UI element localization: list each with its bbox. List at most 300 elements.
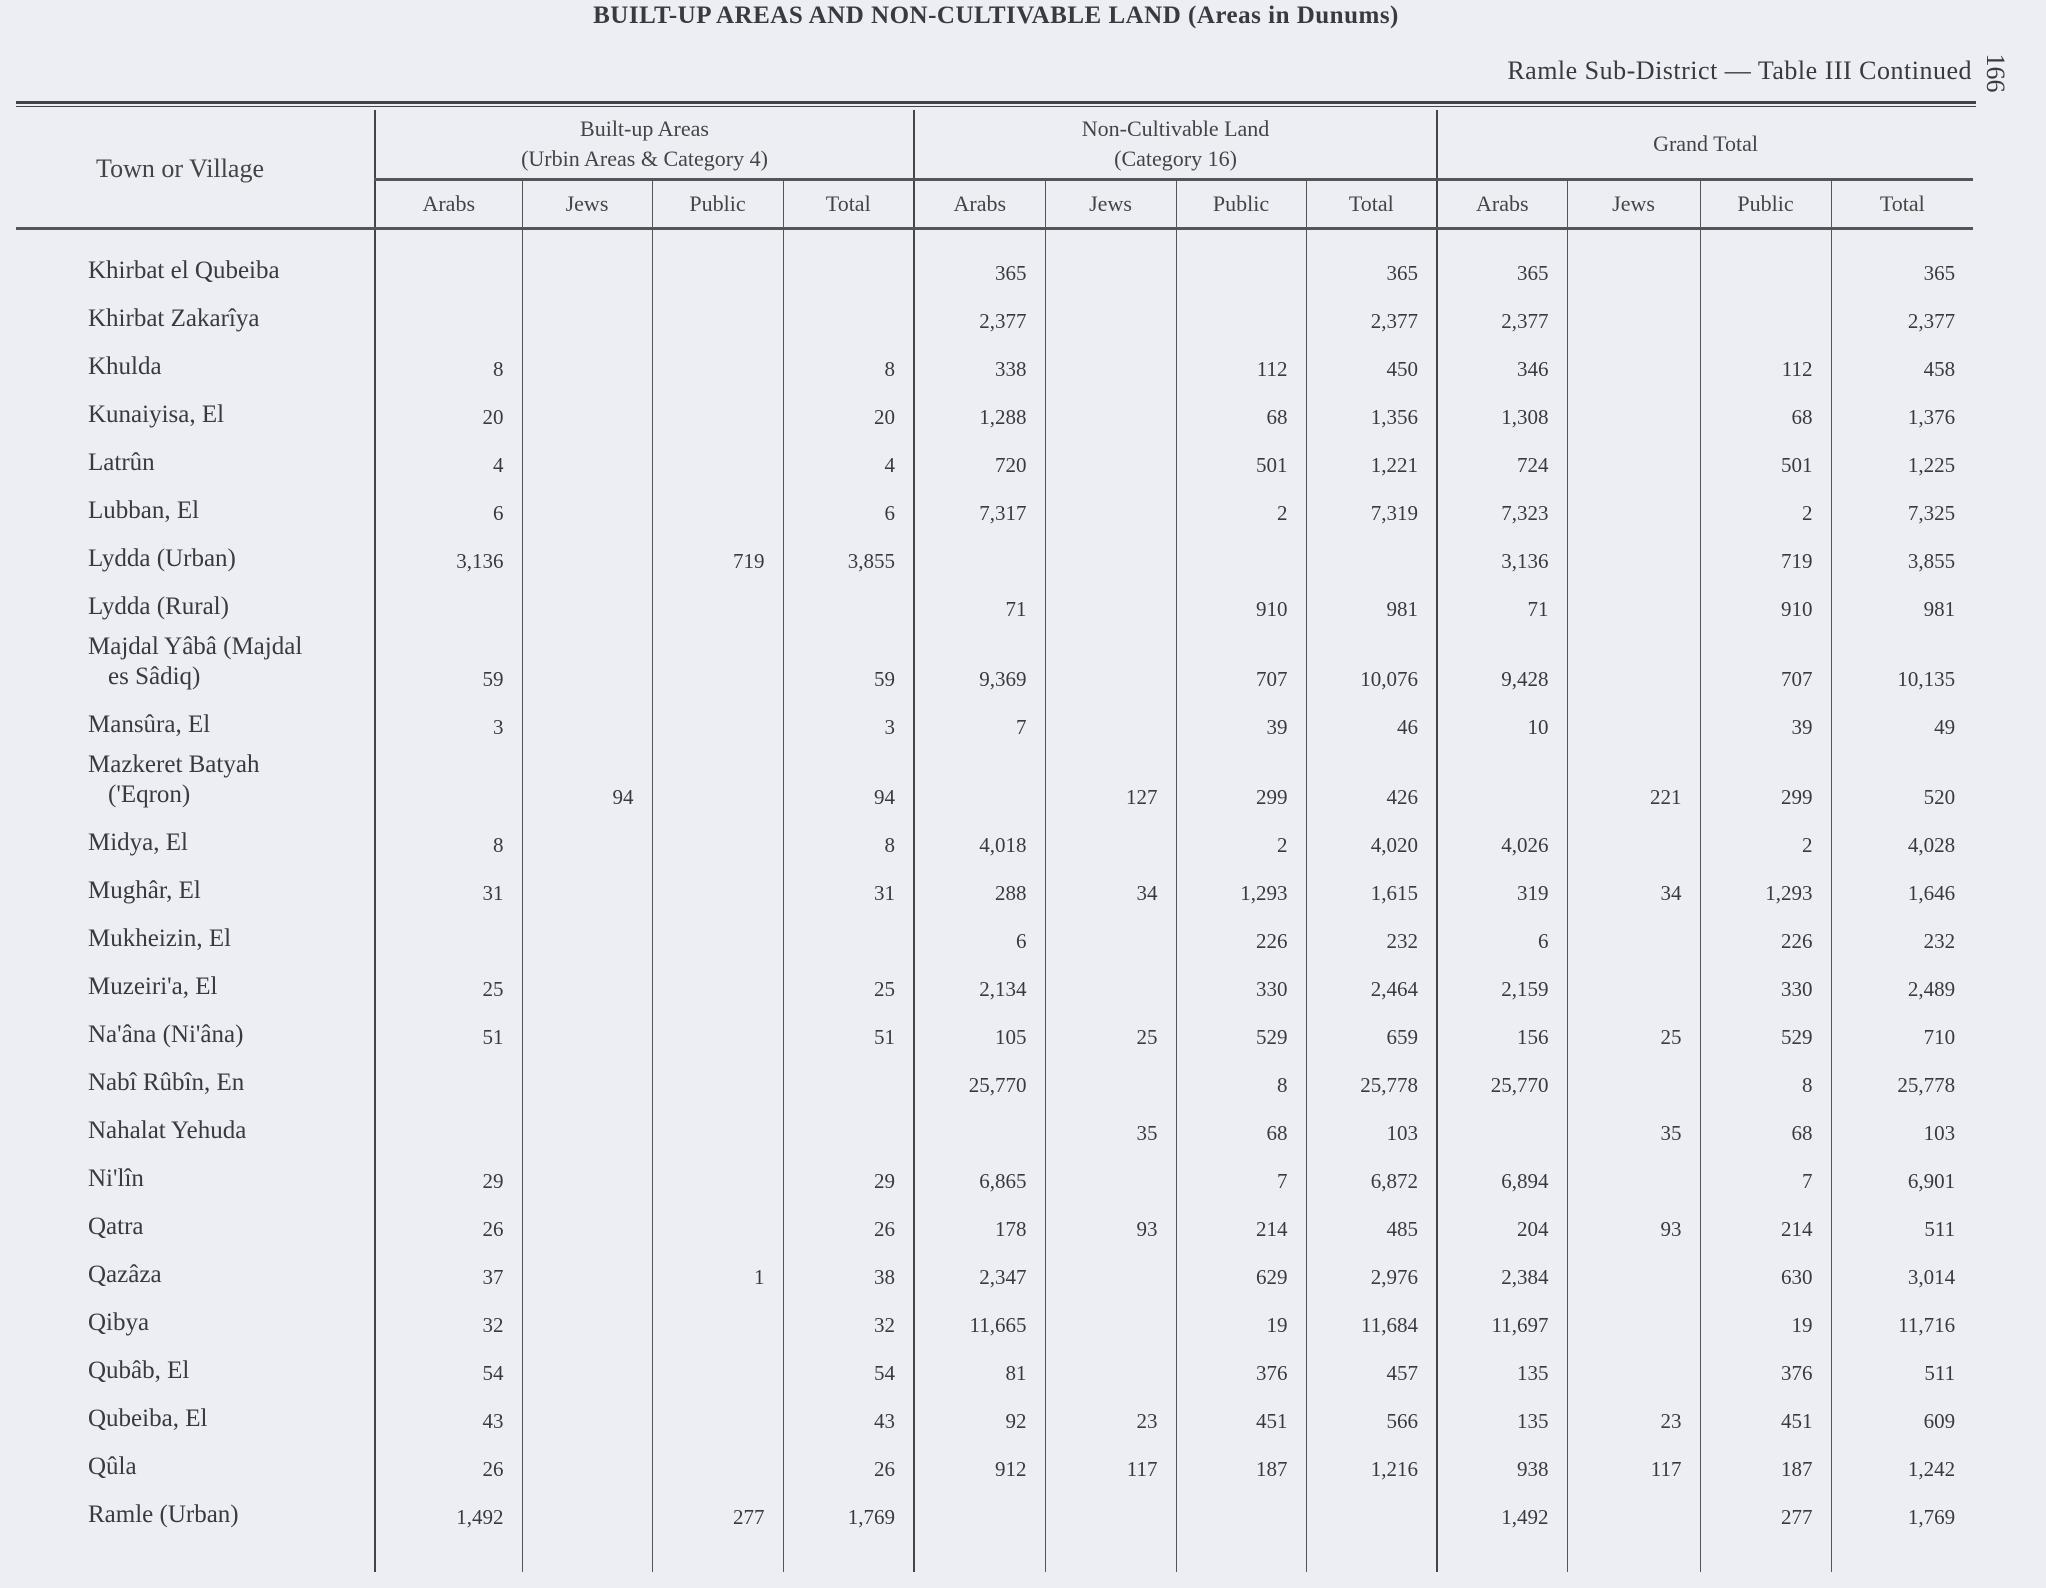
cell-grand-total-total: 232 bbox=[1831, 912, 1973, 960]
cell-built-up-public bbox=[652, 1440, 783, 1488]
cell-grand-total-jews bbox=[1567, 912, 1700, 960]
cell-grand-total-public: 7 bbox=[1700, 1152, 1831, 1200]
cell-non-cultivable-arabs: 7,317 bbox=[914, 484, 1045, 532]
cell-grand-total-arabs: 25,770 bbox=[1437, 1056, 1567, 1104]
cell-built-up-arabs: 26 bbox=[375, 1440, 522, 1488]
cell-non-cultivable-public: 376 bbox=[1176, 1344, 1306, 1392]
town-name-line: Ramle (Urban) bbox=[88, 1501, 239, 1528]
cell-grand-total-jews bbox=[1567, 388, 1700, 436]
cell-non-cultivable-jews bbox=[1045, 1152, 1176, 1200]
cell-built-up-jews bbox=[522, 229, 652, 293]
cell-built-up-total bbox=[783, 1056, 914, 1104]
town-name bbox=[16, 816, 375, 864]
cell-built-up-public: 719 bbox=[652, 532, 783, 580]
town-name-line: Kunaiyisa, El bbox=[88, 401, 225, 428]
cell-built-up-public bbox=[652, 628, 783, 698]
cell-non-cultivable-arabs: 6,865 bbox=[914, 1152, 1045, 1200]
cell-non-cultivable-public: 226 bbox=[1176, 912, 1306, 960]
cell-built-up-jews bbox=[522, 1104, 652, 1152]
spacer-cell bbox=[1700, 1536, 1831, 1572]
group-header-line2: (Urbin Areas & Category 4) bbox=[521, 146, 768, 171]
town-name bbox=[16, 1344, 375, 1392]
cell-non-cultivable-public: 330 bbox=[1176, 960, 1306, 1008]
town-name bbox=[16, 912, 375, 960]
data-table bbox=[16, 110, 1973, 1572]
town-name bbox=[16, 229, 375, 293]
cell-grand-total-public: 501 bbox=[1700, 436, 1831, 484]
cell-non-cultivable-total: 103 bbox=[1306, 1104, 1437, 1152]
cell-non-cultivable-total: 426 bbox=[1306, 746, 1437, 816]
cell-built-up-total: 20 bbox=[783, 388, 914, 436]
cell-grand-total-jews bbox=[1567, 580, 1700, 628]
cell-grand-total-total: 4,028 bbox=[1831, 816, 1973, 864]
town-name-line: Lydda (Rural) bbox=[88, 593, 229, 620]
table-row bbox=[16, 816, 1973, 864]
table-row bbox=[16, 436, 1973, 484]
cell-non-cultivable-arabs: 105 bbox=[914, 1008, 1045, 1056]
cell-grand-total-arabs: 71 bbox=[1437, 580, 1567, 628]
column-header-grand-total-public: Public bbox=[1700, 180, 1831, 229]
cell-grand-total-arabs: 2,384 bbox=[1437, 1248, 1567, 1296]
cell-grand-total-jews bbox=[1567, 229, 1700, 293]
cell-grand-total-arabs: 1,308 bbox=[1437, 388, 1567, 436]
cell-built-up-arabs bbox=[375, 1056, 522, 1104]
cell-grand-total-jews bbox=[1567, 1056, 1700, 1104]
cell-grand-total-public: 8 bbox=[1700, 1056, 1831, 1104]
cell-grand-total-total: 458 bbox=[1831, 340, 1973, 388]
town-name-line: Mukheizin, El bbox=[88, 925, 232, 952]
cell-non-cultivable-arabs: 178 bbox=[914, 1200, 1045, 1248]
cell-grand-total-jews bbox=[1567, 960, 1700, 1008]
cell-built-up-arabs: 20 bbox=[375, 388, 522, 436]
cell-built-up-arabs: 1,492 bbox=[375, 1488, 522, 1536]
group-header-line1: Non-Cultivable Land bbox=[1081, 116, 1270, 141]
cell-non-cultivable-total: 46 bbox=[1306, 698, 1437, 746]
town-name bbox=[16, 1056, 375, 1104]
town-name bbox=[16, 340, 375, 388]
cell-grand-total-public: 214 bbox=[1700, 1200, 1831, 1248]
table-row bbox=[16, 912, 1973, 960]
cell-built-up-public bbox=[652, 864, 783, 912]
spacer-cell bbox=[522, 1536, 652, 1572]
cell-built-up-arabs: 4 bbox=[375, 436, 522, 484]
cell-built-up-total bbox=[783, 912, 914, 960]
cell-built-up-jews bbox=[522, 628, 652, 698]
cell-non-cultivable-public bbox=[1176, 532, 1306, 580]
group-header-line1: Built-up Areas bbox=[580, 116, 709, 141]
cell-non-cultivable-jews bbox=[1045, 816, 1176, 864]
cell-non-cultivable-total: 1,356 bbox=[1306, 388, 1437, 436]
cell-built-up-arabs: 32 bbox=[375, 1296, 522, 1344]
cell-non-cultivable-arabs: 288 bbox=[914, 864, 1045, 912]
town-name bbox=[16, 1392, 375, 1440]
spacer-cell bbox=[1306, 1536, 1437, 1572]
town-name-line: es Sâdiq) bbox=[108, 663, 201, 690]
town-name-line: Khirbat el Qubeiba bbox=[88, 257, 280, 284]
town-name bbox=[16, 1296, 375, 1344]
cell-non-cultivable-total bbox=[1306, 1488, 1437, 1536]
town-name-line: Lubban, El bbox=[88, 497, 200, 524]
cell-grand-total-jews: 117 bbox=[1567, 1440, 1700, 1488]
town-name-line: Mazkeret Batyah bbox=[88, 751, 260, 778]
cell-grand-total-total: 25,778 bbox=[1831, 1056, 1973, 1104]
cell-grand-total-public: 330 bbox=[1700, 960, 1831, 1008]
cell-built-up-jews bbox=[522, 484, 652, 532]
cell-grand-total-total: 1,242 bbox=[1831, 1440, 1973, 1488]
cell-grand-total-arabs: 724 bbox=[1437, 436, 1567, 484]
town-name-line: Qazâza bbox=[88, 1261, 162, 1288]
cell-built-up-jews: 94 bbox=[522, 746, 652, 816]
cell-non-cultivable-total: 7,319 bbox=[1306, 484, 1437, 532]
cell-grand-total-total: 10,135 bbox=[1831, 628, 1973, 698]
cell-non-cultivable-total: 1,221 bbox=[1306, 436, 1437, 484]
cell-grand-total-total: 511 bbox=[1831, 1200, 1973, 1248]
table-row bbox=[16, 484, 1973, 532]
town-name-line: Nabî Rûbîn, En bbox=[88, 1069, 245, 1096]
town-name bbox=[16, 436, 375, 484]
cell-built-up-total: 43 bbox=[783, 1392, 914, 1440]
cell-non-cultivable-public: 39 bbox=[1176, 698, 1306, 746]
cell-built-up-total: 29 bbox=[783, 1152, 914, 1200]
cell-grand-total-public: 707 bbox=[1700, 628, 1831, 698]
cell-built-up-public bbox=[652, 698, 783, 746]
cell-built-up-total bbox=[783, 580, 914, 628]
town-name bbox=[16, 1248, 375, 1296]
cell-built-up-public bbox=[652, 580, 783, 628]
cell-built-up-arabs: 26 bbox=[375, 1200, 522, 1248]
cell-built-up-total: 1,769 bbox=[783, 1488, 914, 1536]
cell-non-cultivable-total: 25,778 bbox=[1306, 1056, 1437, 1104]
cell-non-cultivable-jews bbox=[1045, 960, 1176, 1008]
cell-grand-total-jews bbox=[1567, 532, 1700, 580]
cell-built-up-arabs bbox=[375, 580, 522, 628]
cell-grand-total-total: 365 bbox=[1831, 229, 1973, 293]
cell-built-up-jews bbox=[522, 388, 652, 436]
cell-grand-total-jews bbox=[1567, 1344, 1700, 1392]
table-row bbox=[16, 1056, 1973, 1104]
table-row bbox=[16, 864, 1973, 912]
cell-grand-total-arabs: 2,377 bbox=[1437, 292, 1567, 340]
table-row bbox=[16, 229, 1973, 293]
cell-non-cultivable-total: 6,872 bbox=[1306, 1152, 1437, 1200]
cell-built-up-jews bbox=[522, 698, 652, 746]
cell-non-cultivable-arabs: 912 bbox=[914, 1440, 1045, 1488]
cell-non-cultivable-arabs: 81 bbox=[914, 1344, 1045, 1392]
spacer-cell bbox=[1567, 1536, 1700, 1572]
cell-built-up-public bbox=[652, 484, 783, 532]
cell-non-cultivable-public: 2 bbox=[1176, 484, 1306, 532]
cell-non-cultivable-total: 485 bbox=[1306, 1200, 1437, 1248]
group-header-line1: Grand Total bbox=[1653, 131, 1759, 156]
cell-grand-total-arabs: 3,136 bbox=[1437, 532, 1567, 580]
table-row bbox=[16, 1296, 1973, 1344]
table-row bbox=[16, 1008, 1973, 1056]
table-row bbox=[16, 960, 1973, 1008]
cell-non-cultivable-arabs: 11,665 bbox=[914, 1296, 1045, 1344]
cell-grand-total-public: 451 bbox=[1700, 1392, 1831, 1440]
spacer-cell bbox=[1176, 1536, 1306, 1572]
cell-non-cultivable-public: 501 bbox=[1176, 436, 1306, 484]
town-name bbox=[16, 532, 375, 580]
cell-grand-total-arabs: 2,159 bbox=[1437, 960, 1567, 1008]
cell-grand-total-arabs: 6 bbox=[1437, 912, 1567, 960]
cell-non-cultivable-arabs: 71 bbox=[914, 580, 1045, 628]
cell-grand-total-jews bbox=[1567, 698, 1700, 746]
cell-grand-total-total: 2,377 bbox=[1831, 292, 1973, 340]
column-header-grand-total-total: Total bbox=[1831, 180, 1973, 229]
cell-non-cultivable-public: 68 bbox=[1176, 1104, 1306, 1152]
cell-grand-total-total: 710 bbox=[1831, 1008, 1973, 1056]
cell-grand-total-total: 6,901 bbox=[1831, 1152, 1973, 1200]
cell-built-up-public bbox=[652, 960, 783, 1008]
cell-non-cultivable-arabs: 7 bbox=[914, 698, 1045, 746]
cell-grand-total-public: 277 bbox=[1700, 1488, 1831, 1536]
cell-grand-total-public: 68 bbox=[1700, 1104, 1831, 1152]
group-header-row bbox=[16, 110, 1973, 180]
cell-built-up-arabs: 6 bbox=[375, 484, 522, 532]
cell-built-up-public bbox=[652, 1200, 783, 1248]
table-row bbox=[16, 340, 1973, 388]
cell-built-up-arabs: 59 bbox=[375, 628, 522, 698]
cell-non-cultivable-jews bbox=[1045, 436, 1176, 484]
cell-grand-total-jews bbox=[1567, 484, 1700, 532]
town-name-line: Mansûra, El bbox=[88, 711, 211, 738]
town-name-line: Na'âna (Ni'âna) bbox=[88, 1021, 244, 1048]
cell-built-up-jews bbox=[522, 1248, 652, 1296]
cell-non-cultivable-jews: 117 bbox=[1045, 1440, 1176, 1488]
cell-grand-total-arabs: 346 bbox=[1437, 340, 1567, 388]
cell-non-cultivable-public: 1,293 bbox=[1176, 864, 1306, 912]
cell-built-up-arabs bbox=[375, 292, 522, 340]
cell-non-cultivable-public: 68 bbox=[1176, 388, 1306, 436]
cell-grand-total-arabs: 135 bbox=[1437, 1392, 1567, 1440]
cell-non-cultivable-public: 910 bbox=[1176, 580, 1306, 628]
cell-grand-total-arabs: 135 bbox=[1437, 1344, 1567, 1392]
cell-grand-total-jews: 23 bbox=[1567, 1392, 1700, 1440]
cell-grand-total-total: 520 bbox=[1831, 746, 1973, 816]
cell-grand-total-total: 981 bbox=[1831, 580, 1973, 628]
cell-grand-total-public bbox=[1700, 292, 1831, 340]
cell-non-cultivable-jews bbox=[1045, 1296, 1176, 1344]
cell-built-up-total: 25 bbox=[783, 960, 914, 1008]
page-number: 166 bbox=[1981, 53, 2010, 93]
table-row bbox=[16, 1440, 1973, 1488]
cell-grand-total-total: 609 bbox=[1831, 1392, 1973, 1440]
cell-non-cultivable-public: 7 bbox=[1176, 1152, 1306, 1200]
cell-grand-total-jews: 34 bbox=[1567, 864, 1700, 912]
cell-grand-total-public: 2 bbox=[1700, 484, 1831, 532]
cell-built-up-public bbox=[652, 1152, 783, 1200]
cell-non-cultivable-public: 214 bbox=[1176, 1200, 1306, 1248]
town-name-line: Muzeiri'a, El bbox=[88, 973, 218, 1000]
table-row bbox=[16, 698, 1973, 746]
cell-grand-total-total: 3,014 bbox=[1831, 1248, 1973, 1296]
cell-non-cultivable-arabs: 1,288 bbox=[914, 388, 1045, 436]
cell-grand-total-jews: 35 bbox=[1567, 1104, 1700, 1152]
cell-built-up-arabs: 37 bbox=[375, 1248, 522, 1296]
cell-grand-total-total: 2,489 bbox=[1831, 960, 1973, 1008]
cell-grand-total-jews bbox=[1567, 1488, 1700, 1536]
spacer-cell bbox=[652, 1536, 783, 1572]
cell-non-cultivable-public: 19 bbox=[1176, 1296, 1306, 1344]
cell-non-cultivable-public: 112 bbox=[1176, 340, 1306, 388]
cell-built-up-arabs: 29 bbox=[375, 1152, 522, 1200]
cell-non-cultivable-total: 10,076 bbox=[1306, 628, 1437, 698]
town-name-line: Qatra bbox=[88, 1213, 144, 1240]
cell-grand-total-total: 1,376 bbox=[1831, 388, 1973, 436]
cell-built-up-arabs: 25 bbox=[375, 960, 522, 1008]
cell-built-up-public bbox=[652, 1104, 783, 1152]
cell-built-up-public: 277 bbox=[652, 1488, 783, 1536]
cell-grand-total-total: 1,769 bbox=[1831, 1488, 1973, 1536]
cell-non-cultivable-total: 2,976 bbox=[1306, 1248, 1437, 1296]
cell-built-up-public bbox=[652, 912, 783, 960]
column-header-grand-total-jews: Jews bbox=[1567, 180, 1700, 229]
cell-non-cultivable-jews: 93 bbox=[1045, 1200, 1176, 1248]
table-row bbox=[16, 292, 1973, 340]
cell-built-up-arabs: 8 bbox=[375, 816, 522, 864]
town-name-line: Qûla bbox=[88, 1453, 137, 1480]
cell-non-cultivable-public: 8 bbox=[1176, 1056, 1306, 1104]
cell-built-up-jews bbox=[522, 912, 652, 960]
cell-non-cultivable-public: 451 bbox=[1176, 1392, 1306, 1440]
cell-non-cultivable-jews bbox=[1045, 1248, 1176, 1296]
town-name-line: Khulda bbox=[88, 353, 162, 380]
cell-grand-total-public: 226 bbox=[1700, 912, 1831, 960]
cell-built-up-public bbox=[652, 1056, 783, 1104]
town-name bbox=[16, 1440, 375, 1488]
cell-grand-total-total: 7,325 bbox=[1831, 484, 1973, 532]
cell-non-cultivable-arabs: 2,377 bbox=[914, 292, 1045, 340]
cell-built-up-total: 26 bbox=[783, 1200, 914, 1248]
page-title: BUILT-UP AREAS AND NON-CULTIVABLE LAND (Areas in Dunums) bbox=[593, 2, 1399, 29]
cell-non-cultivable-public: 707 bbox=[1176, 628, 1306, 698]
cell-grand-total-arabs: 365 bbox=[1437, 229, 1567, 293]
cell-grand-total-arabs: 10 bbox=[1437, 698, 1567, 746]
cell-grand-total-jews bbox=[1567, 1248, 1700, 1296]
cell-grand-total-total: 511 bbox=[1831, 1344, 1973, 1392]
town-name-line: Qubeiba, El bbox=[88, 1405, 208, 1432]
town-name-line: Latrûn bbox=[88, 449, 155, 476]
cell-non-cultivable-arabs: 365 bbox=[914, 229, 1045, 293]
cell-built-up-jews bbox=[522, 532, 652, 580]
cell-non-cultivable-arabs: 2,134 bbox=[914, 960, 1045, 1008]
town-name bbox=[16, 1152, 375, 1200]
cell-non-cultivable-total: 659 bbox=[1306, 1008, 1437, 1056]
cell-grand-total-arabs bbox=[1437, 1104, 1567, 1152]
cell-non-cultivable-arabs bbox=[914, 1488, 1045, 1536]
town-name-line: Khirbat Zakarîya bbox=[88, 305, 260, 332]
cell-built-up-arabs: 51 bbox=[375, 1008, 522, 1056]
cell-grand-total-public: 19 bbox=[1700, 1296, 1831, 1344]
cell-grand-total-arabs: 1,492 bbox=[1437, 1488, 1567, 1536]
column-header-non-cultivable-public: Public bbox=[1176, 180, 1306, 229]
column-header-non-cultivable-arabs: Arabs bbox=[914, 180, 1045, 229]
cell-built-up-arabs bbox=[375, 912, 522, 960]
spacer-cell bbox=[16, 1536, 375, 1572]
table-subtitle: Ramle Sub-District — Table III Continued bbox=[1507, 56, 1972, 85]
cell-built-up-public bbox=[652, 1392, 783, 1440]
cell-non-cultivable-jews bbox=[1045, 912, 1176, 960]
cell-built-up-total: 3,855 bbox=[783, 532, 914, 580]
cell-grand-total-jews bbox=[1567, 340, 1700, 388]
cell-non-cultivable-total: 457 bbox=[1306, 1344, 1437, 1392]
town-name-line: Majdal Yâbâ (Majdal bbox=[88, 633, 303, 660]
column-header-built-up-public: Public bbox=[652, 180, 783, 229]
cell-built-up-public bbox=[652, 388, 783, 436]
town-name-line: ('Eqron) bbox=[108, 781, 191, 808]
cell-non-cultivable-arabs: 2,347 bbox=[914, 1248, 1045, 1296]
cell-non-cultivable-total: 450 bbox=[1306, 340, 1437, 388]
town-name-line: Qibya bbox=[88, 1309, 150, 1336]
table-row bbox=[16, 1200, 1973, 1248]
cell-grand-total-public bbox=[1700, 229, 1831, 293]
cell-non-cultivable-total: 981 bbox=[1306, 580, 1437, 628]
cell-non-cultivable-arabs: 6 bbox=[914, 912, 1045, 960]
cell-grand-total-total: 3,855 bbox=[1831, 532, 1973, 580]
cell-built-up-public bbox=[652, 1344, 783, 1392]
cell-built-up-arabs: 54 bbox=[375, 1344, 522, 1392]
cell-grand-total-total: 1,646 bbox=[1831, 864, 1973, 912]
cell-non-cultivable-arabs bbox=[914, 746, 1045, 816]
column-header-built-up-arabs: Arabs bbox=[375, 180, 522, 229]
cell-built-up-total: 32 bbox=[783, 1296, 914, 1344]
town-name bbox=[16, 1488, 375, 1536]
cell-grand-total-jews: 221 bbox=[1567, 746, 1700, 816]
cell-built-up-public bbox=[652, 436, 783, 484]
cell-non-cultivable-jews: 25 bbox=[1045, 1008, 1176, 1056]
cell-built-up-jews bbox=[522, 1488, 652, 1536]
cell-non-cultivable-arabs: 720 bbox=[914, 436, 1045, 484]
cell-grand-total-public: 376 bbox=[1700, 1344, 1831, 1392]
town-name bbox=[16, 484, 375, 532]
cell-built-up-public bbox=[652, 340, 783, 388]
table-row bbox=[16, 1488, 1973, 1536]
spacer-cell bbox=[1831, 1536, 1973, 1572]
cell-built-up-jews bbox=[522, 1296, 652, 1344]
town-name-line: Mughâr, El bbox=[88, 877, 201, 904]
cell-non-cultivable-arabs bbox=[914, 532, 1045, 580]
cell-non-cultivable-jews bbox=[1045, 388, 1176, 436]
cell-non-cultivable-jews bbox=[1045, 292, 1176, 340]
cell-non-cultivable-arabs: 338 bbox=[914, 340, 1045, 388]
cell-built-up-jews bbox=[522, 816, 652, 864]
spacer-cell bbox=[1045, 1536, 1176, 1572]
cell-non-cultivable-total: 2,377 bbox=[1306, 292, 1437, 340]
cell-grand-total-jews bbox=[1567, 628, 1700, 698]
cell-built-up-public bbox=[652, 1296, 783, 1344]
town-name bbox=[16, 960, 375, 1008]
town-name bbox=[16, 864, 375, 912]
cell-non-cultivable-jews bbox=[1045, 1488, 1176, 1536]
cell-built-up-total: 59 bbox=[783, 628, 914, 698]
cell-non-cultivable-public bbox=[1176, 229, 1306, 293]
cell-built-up-jews bbox=[522, 340, 652, 388]
cell-built-up-total: 3 bbox=[783, 698, 914, 746]
cell-built-up-arabs bbox=[375, 746, 522, 816]
cell-non-cultivable-jews bbox=[1045, 698, 1176, 746]
cell-built-up-total: 8 bbox=[783, 340, 914, 388]
cell-grand-total-arabs: 6,894 bbox=[1437, 1152, 1567, 1200]
cell-grand-total-jews bbox=[1567, 1152, 1700, 1200]
column-header-grand-total-arabs: Arabs bbox=[1437, 180, 1567, 229]
cell-grand-total-public: 112 bbox=[1700, 340, 1831, 388]
cell-non-cultivable-public bbox=[1176, 1488, 1306, 1536]
cell-built-up-total: 51 bbox=[783, 1008, 914, 1056]
cell-built-up-arabs bbox=[375, 1104, 522, 1152]
cell-built-up-jews bbox=[522, 1056, 652, 1104]
cell-non-cultivable-jews bbox=[1045, 1056, 1176, 1104]
